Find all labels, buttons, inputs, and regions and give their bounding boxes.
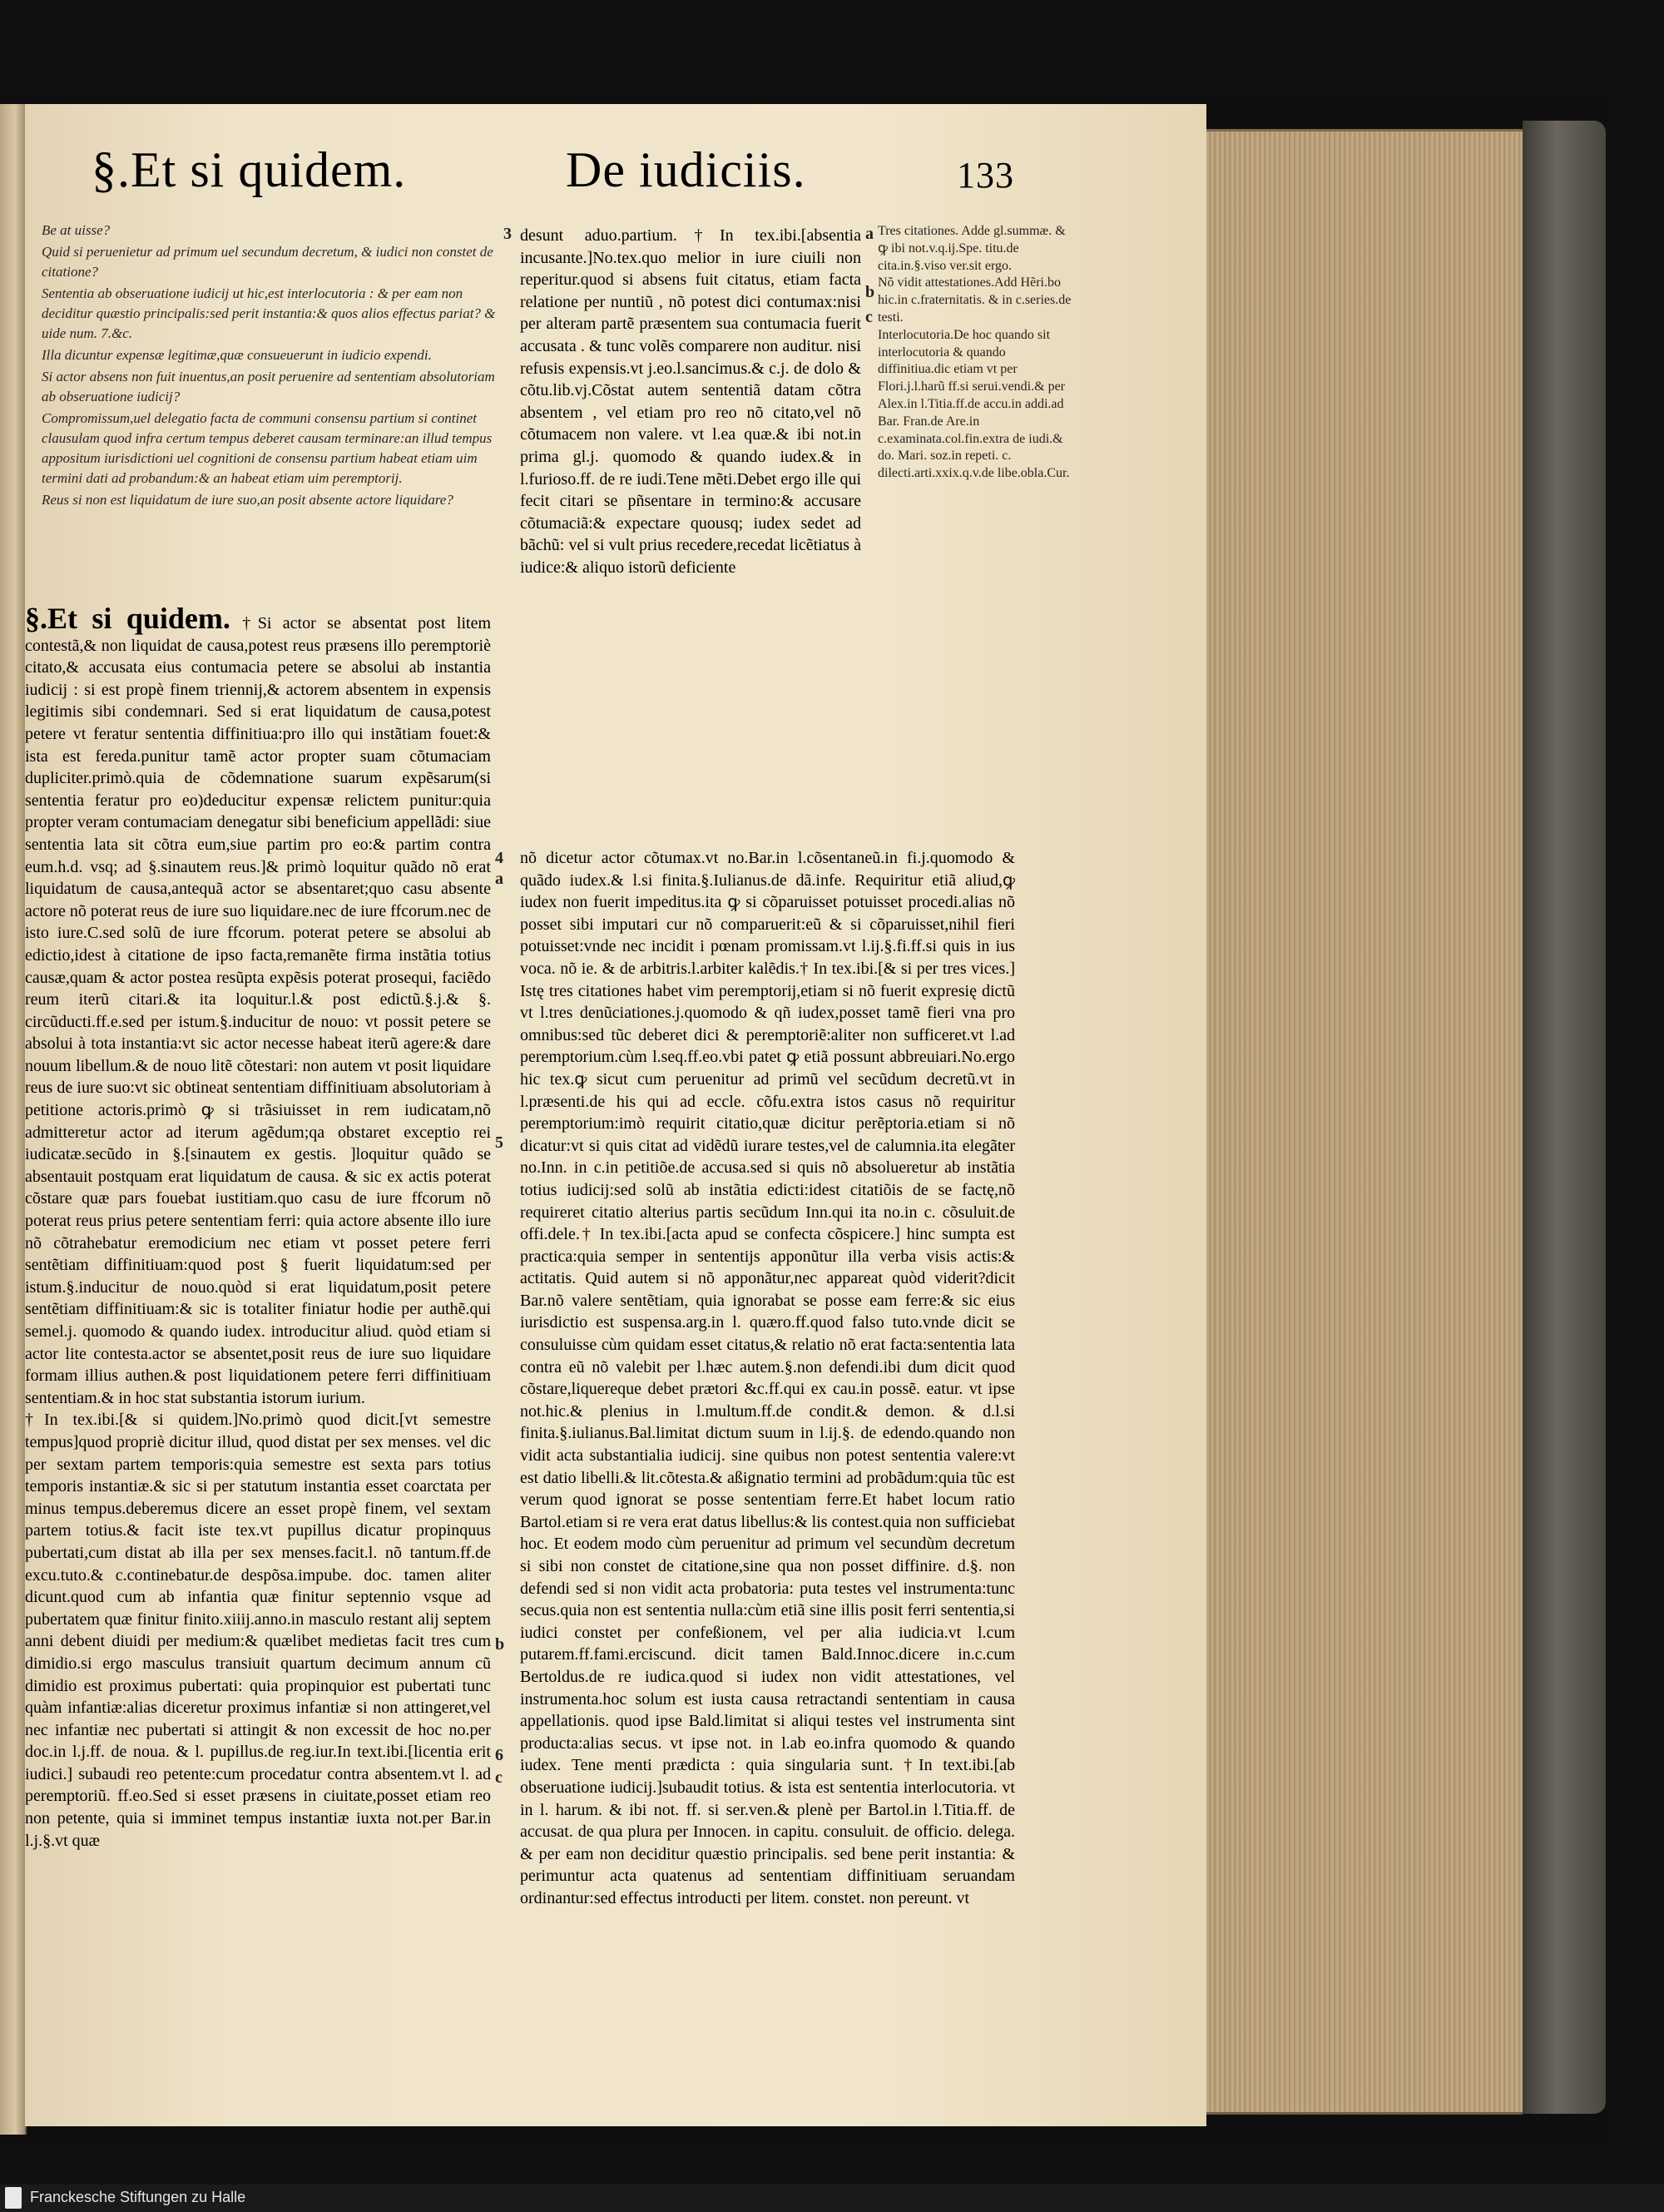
summary-item: Quid si peruenietur ad primum uel secundum decretum, & iudici non constet de citatione?: [42, 244, 493, 280]
summary-item: Sententia ab obseruatione iudicij ut hic,est interlocutoria : & per eam non deciditur quæstio principalis:sed perit instantia:& quos alios effectus pariat? & uide num. 7.&c.: [42, 285, 496, 341]
right-text-column-top: [520, 225, 861, 579]
margin-number: 6: [495, 1746, 503, 1764]
margin-number: 4: [495, 849, 503, 867]
left-paragraph: [25, 603, 491, 1409]
summary-block: [42, 221, 508, 512]
footer-bar: [0, 2185, 1664, 2212]
margin-letter: b: [495, 1635, 505, 1654]
gloss-note: Interlocutoria.De hoc quando sit interlocutoria & quando diffinitiua.dic etiam vt per Flori.j.l.harũ ff.si serui.vendi.& per Alex.in l.Titia.ff.de accu.in addi.ad Bar. Fran.de Are.in c.examinata.col.fin.extra de iudi.& do. Mari. soz.in repeti. c. dilecti.arti.xxix.q.v.de libe.obla.Cur.: [878, 327, 1070, 481]
section-initial: §.Et si quidem.: [25, 602, 230, 635]
left-text-column: [25, 603, 491, 1852]
marginal-gloss: [878, 223, 1073, 483]
gloss-note: Nõ vidit attestationes.Add Hẽri.bo hic.in c.fraternitatis. & in c.series.de testi.: [878, 275, 1072, 325]
margin-letter: a: [495, 870, 503, 888]
right-paragraph: nõ dicetur actor cõtumax.vt no.Bar.in l.cõsentaneũ.in fi.j.quomodo & quãdo iudex.& l.si finita.§.Iulianus.de dã.infe. Requiritur etiã aliud,ꝙ iudex non fuerit impeditus.ita ꝙ si cõparuisset potuisset procedi.alias nõ posset sibi imputari cur nõ comparuerit:eũ & si cõparuisset,nihil fieri potuisset:vnde nec incidit i pœnam promissam.vt l.ij.§.fi.ff.si quis in ius voca. nõ ie. & de arbitris.l.arbiter kalẽdis.† In tex.ibi.[& si per tres vices.] Istę tres citationes habet vim peremptorij,etiam si nõ fuerit expresię dictũ vt l.tres denũciationes.j.quomodo & qñ iudex,posset tamẽ fieri vna pro omnibus:sed tũc deberet dici & peremptoriẽ:aliter non sufficeret.vt l.ad peremptorium.cùm l.seq.ff.eo.vbi patet ꝙ etiã possunt abbreuiari.No.ergo hic tex.ꝙ sicut cum peruenitur ad primũ vel secũdum decretũ.vt in l.præsenti.de his qui ad eccle. cõfu.extra istos casus nõ requiritur peremptorium:imò requirit citatio,quæ dicitur perẽptoria.etiam si nõ dicatur:vt si quis citat ad vidẽdũ iurare testes,vel de calumnia.ita elegãter no.Inn. in c.in petitiõe.de accusa.sed si quis nõ absolueretur ab instãtia totius iudicij:sed solũ ab instãtia edicti:idest citatiõis de se factę,nõ requireret citatio alterius partis secũdum Inn.qui ita no.in c. cõsuluit.de offi.dele.† In tex.ibi.[acta apud se confecta cõspicere.] hinc sumpta est practica:quia semper in sententijs apponũtur illa verba visis actis:& actitatis. Quid autem si nõ apponãtur,nec appareat quòd viderit?dicit Bar.nõ valere sentẽtiam, quia ignorabat se posse eam ferre:& sic eius iurisdictio est suspensa.arg.in l. quæro.ff.quod falso tuto.vnde dicit se consuluisse cùm quidam esset citatus,& relatio nõ erat facta:sententia lata contra eũ nõ valebit per l.hæc autem.§.non defendi.ibi dum dicit quod cõstare,liquereque debet prætori &c.ff.qui ex cau.in possẽ. eatur. vt ipse not.hic.& plenius in l.multum.ff.de condit.& demon. & d.l.si finita.§.iulianus.Bal.limitat dictum suum in l.ij.§. de edendo.quando non vidit acta substantialia iudicij. sine quibus non potest sententia valere:vt est datio libelli.& lit.cõtesta.& aßignatio termini ad probãdum:quia tũc est verum quod ignorat se posse sententiam ferre.Et habet locum ratio Bartol.etiam si re vera erat datus libellus:& lis contest.quia non sufficiebat hoc. Et eodem modo cùm peruenitur ad primum vel secundùm decretum si sibi non constet de citatione,sine qua non posset diffinire. d.§. non defendi sed si non vidit acta probatoria: puta testes vel instrumenta:tunc secus.quia non est sententia nulla:cùm etiã sine illis posit ferri sententia,si iudici constet per confeßionem, vel per alia iudicia.vt l.cum putarem.ff.fami.erciscund. dicit tamen Bald.Innoc.dicere in.c.cum Bertoldus.de re iudica.quod si iudex non vidit attestationes, vel instrumenta.hoc solum est iusta causa retractandi sententiam in causa appellationis. quod ipse Bald.limitat si aliqui testes vel instrumenta sint producta:alias secus. vt ipse not. in l.ab eo.infra quomodo & quando iudex. Tene menti prædicta : quia singularia sunt. †In text.ibi.[ab obseruatione iudicij.]subaudit totius. & ista est sententia interlocutoria. vt in l. harum. & ibi not. ff. si ser.ven.& plenè per Bartol.in l.Titia.ff. de accusat. de qua plura per Innocen. in capitu. consuluit. de officio. delega. & per eam non deciditur quæstio principalis. sed bene perit instantia: & perimuntur acta quatenus ad sententiam diffinitiuam seruandam ordinantur:sed effectus introducti per litem. constet. non pereunt. vt: [520, 849, 1015, 1907]
summary-item: Si actor absens non fuit inuentus,an posit peruenire ad sententiam absolutoriam ab obseruatione iudicij?: [42, 369, 495, 404]
summary-item: Compromissum,uel delegatio facta de communi consensu partium si continet clausulam quod infra certum tempus deberet causam terminare:an illud tempus appositum iurisdictioni uel cognitioni de consensu partium habeat etiam uim termini dati ad probandum:& an habeat etiam uim peremptorij.: [42, 410, 493, 486]
left-paragraph: †In tex.ibi.[& si quidem.]No.primò quod dicit.[vt semestre tempus]quod propriè dicitur illud, quod distat per sex menses. vel dic per sextam partem temporis:quia semestre est sexta pars totius temporis instantiæ.& sic si per statutum instantia esset coarctata per minus tempus.deberemus dicere an esset propè finem, vel sextam partem totius.& facit iste tex.vt pupillus dicatur propinquus pubertati,cum distat ab illa per sex menses.facit.l. nõ tantum.ff.de excu.tuto.& c.continebatur.de despõsa.impube. doc. tamen aliter dicunt.quod cum ab infantia quæ finitur septennio vsque ad pubertatem quæ finitur finito.xiiij.anno.in masculo restant alij septem anni debent diuidi per medium:& quælibet medietas facit tres cum dimidio.si ergo masculus transiuit quartum decimum annum cũ dimidio est proximus pubertati: quia propinquior est pubertati tunc quàm infantiæ:alias diceretur proximus infantiæ si non attingeret,vel nec infantiæ nec pubertati si attingit & non excessit de hoc no.per doc.in l.j.ff. de noua. & l. pupillus.de reg.iur.In text.ibi.[licentia erit iudici.] subaudi reo petente:cum procedatur contra absentem.vt l. ad peremptoriũ. ff.eo.Sed si esset præsens in ciuitate,posset etiam reo non petente, quia si imminet tempus instantiæ iuxta not.per Bar.in l.j.§.vt quæ: [25, 1411, 491, 1850]
running-head-title: De iudiciis.: [566, 142, 806, 197]
summary-item: Be at uisse?: [42, 222, 111, 238]
summary-item: Reus si non est liquidatum de iure suo,an posit absente actore liquidare?: [42, 492, 453, 508]
institution-logo-icon: [5, 2187, 22, 2209]
right-paragraph: desunt aduo.partium.†In tex.ibi.[absentia incusante.]No.tex.quo melior in iure ciuili non reperitur.quod si absens fuit citatus, etiam facta relatione per nuntiũ , nõ potest dici contumax:nisi per alteram partẽ præsentem sua contumacia fuerit accusata . & tunc volẽs comparere non auditur. nisi refusis expensis.vt j.eo.l.sancimus.& c.j. de dolo & cõtu.lib.vj.Cõstat autem sententiã datam cõtra absentem , vel etiam pro reo nõ citato,vel nõ cõtumacem non valere. vt l.ea quæ.& ibi not.in prima gl.j. quomodo & quando iudex.& in l.furioso.ff. de re iudi.Tene mẽti.Debet ergo ille qui fecit citari se pñsentare in termino:& accusare cõtumaciã:& expectare quousq; iudex sedet ad bãchũ: vel si vult prius recedere,recedat licẽtiatus à iudice:& aliquo istorũ deficiente: [520, 226, 861, 577]
previous-page-edge: [0, 104, 27, 2135]
folio-number: 133: [957, 155, 1014, 196]
right-text-column: [520, 847, 1015, 1910]
margin-letter: c: [865, 308, 873, 326]
left-paragraph-text: †Si actor se absentat post litem contestã,& non liquidat de causa,potest reus præsens illo peremptoriè citato,& accusata eius contumacia petere se absolui ab instantia iudicij : si est propè finem triennij,& actorem absentem in expensis legitimis sibi condemnari. Sed si erat liquidatum de causa,potest petere vt feratur sententia diffinitiua:pro illo qui instãtiam fouet:& ista est fereda.punitur tamẽ actor propter suam cõtumaciam dupliciter.primò.quia de cõdemnatione suarum expẽsarum(si sententia feratur pro eo)deducitur expensæ relictem punitur:quia propter veram contumaciam denegatur sibi beneficium appellãdi: siue sententia lata sit cõtra eum,siue partim pro eo:& partim contra eum.h.d. vsq; ad §.sinautem reus.]& primò loquitur quãdo nõ erat liquidatum de causa,antequã actor se absentaret;quo casu absente actore nõ poterat reus de iure suo liquidare.nec de iure ffcorum.nec de isto iure.C.sed solũ de iure ffcorum. poterat petere se absolui ab edictio,idest à citatione de ipso facta,remanẽte firma instãtia totius causæ,quam & actor postea resũpta expẽsis poterat prosequi, faciẽdo reum iterũ citari.& ita loquitur.l.& post edictũ.§.j.& §. circũducti.ff.e.sed per istum.§.inducitur de nouo: vt possit petere se absolui à tota instantia:vt sic actor necesse habeat iterũ agere:& dare nouum libellum.& de nouo litẽ cõtestari: non autem vt posit liquidare reus de iure suo:vt sic obtineat sententiam diffinitiuam absolutoriam à petitione actoris.primò ꝙ si trãsiuisset in rem iudicatam,nõ admitteretur actor ad iterum agẽdum;qa obstaret exceptio rei iudicatæ.secũdo in §.[sinautem ex gestis. ]loquitur quãdo se absentauit postquam erat liquidatum de causa. & sic ex actis poterat cõstare quæ pars fouebat iustitiam.quo casu de iure ffcorum nõ poterat reus prius petere sententiam ferri: quia actore absente illo iure nõ cõtrahebatur eremodicium nec etiam vt posset petere ferri sentẽtiam diffinitiuam:quod post § fuerit liquidatum:sed per istum.§.inducitur de nouo.quòd si erat liquidatum,posit petere sentẽtiam diffinitiuam:& sic is totaliter finiatur hodie per authẽ.qui semel.j. quomodo & quando iudex. introducitur aliud. quòd etiam si actor lite contesta.actor se absentet,posit reus de iure suo liquidare formam illius authen.& post liquidationem petere ferri diffinitiuam sententiam.& in hoc stat substantia istorum iurium.: [25, 614, 492, 1407]
margin-number: 3: [503, 225, 512, 243]
gloss-note: Tres citationes. Adde gl.summæ. & ꝙ ibi not.v.q.ij.Spe. titu.de cita.in.§.viso ver.sit ergo.: [878, 224, 1066, 273]
margin-letter: c: [495, 1768, 503, 1787]
summary-item: Illa dicuntur expensæ legitimæ,quæ consueuerunt in iudicio expendi.: [42, 347, 432, 363]
book-fore-edge: [1206, 129, 1523, 2115]
running-head-left: §.Et si quidem.: [92, 142, 407, 197]
book-cover: [1523, 121, 1606, 2114]
margin-number: 5: [495, 1133, 503, 1152]
footer-institution: Franckesche Stiftungen zu Halle: [30, 2189, 246, 2205]
margin-letter: a: [865, 225, 874, 243]
margin-letter: b: [865, 283, 875, 301]
